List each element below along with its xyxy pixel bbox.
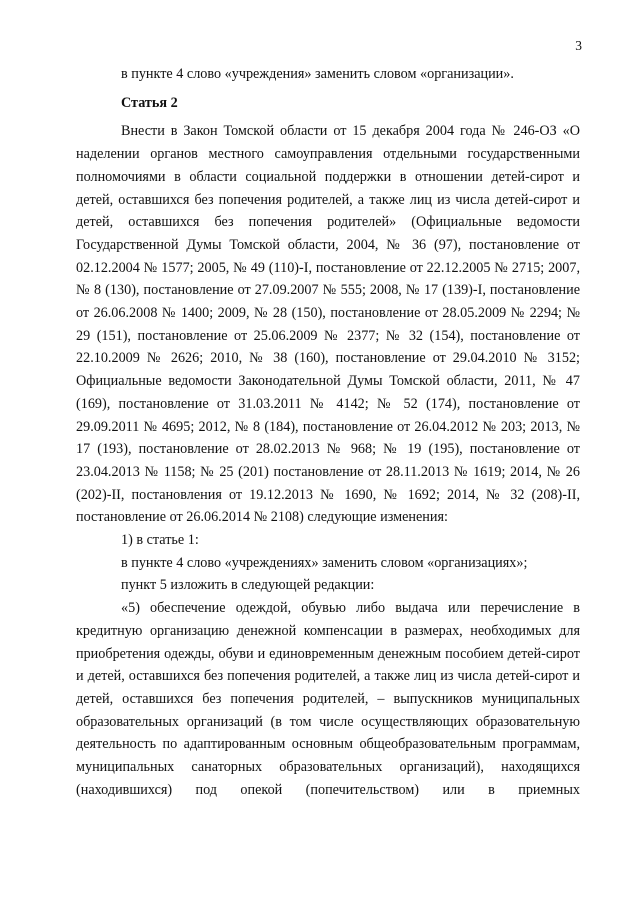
article-2-heading: Статья 2 <box>121 94 178 111</box>
paragraph-point-5-text: «5) обеспечение одеждой, обувью либо выдача или перечисление в кредитную организацию денежной компенсации в размерах, необходимых для приобретения одежды, обуви и единовременным денежным пособием детей-сирот и детей, оставшихся без попечения родителей, а также лиц из числа детей-сирот и детей, оставшихся без попечения родителей, – выпускников муниципальных образовательных организаций (в том числе осуществляющих образовательную деятельность по адаптированным основным общеобразовательным программам, муниципальных санаторных образовательных организаций), находящихся (находившихся) под опекой (попечительством) или в приемных <box>76 600 580 798</box>
paragraph-point-5-intro: пункт 5 изложить в следующей редакции: <box>121 577 375 594</box>
paragraph-article-2-intro: Внести в Закон Томской области от 15 декабря 2004 года № 246-ОЗ «О наделении органов местного самоуправления отдельными государственными полномочиями в области социальной поддержки в отношении детей-сирот и детей, оставшихся без попечения родителей, а также лиц из числа детей-сирот и детей, оставшихся без попечения родителей» (Официальные ведомости Государственной Думы Томской области, 2004, № 36 (97), постановление от 02.12.2004 № 1577; 2005, № 49 (110)-I, постановление от 22.12.2005 № 2715; 2007, № 8 (130), постановление от 27.09.2007 № 555; 2008, № 17 (139)-I, постановление от 26.06.2008 № 1400; 2009, № 28 (150), постановление от 28.05.2009 № 2294; № 29 (151), постановление от 25.06.2009 № 2377; № 32 (154), постановление от 22.10.2009 № 2626; 2010, № 38 (160), постановление от 29.04.2010 № 3152; Официальные ведомости Законодательной Думы Томской области, 2011, № 47 (169), постановление от 31.03.2011 № 4142; № 52 (174), постановление от 29.09.2011 № 4695; 2012, № 8 (184), постановление от 26.04.2012 № 203; 2013, № 17 (193), постановление от 28.02.2013 № 968; № 19 (195), постановление от 23.04.2013 № 1158; № 25 (201) постановление от 28.11.2013 № 1619; 2014, № 26 (202)-II, постановления от 19.12.2013 № 1690, № 1692; 2014, № 32 (208)-II, постановление от 26.06.2014 № 2108) следующие изменения: <box>76 123 580 526</box>
page-number: 3 <box>575 38 582 53</box>
paragraph-point-4-change: в пункте 4 слово «учреждениях» заменить словом «организациях»; <box>121 554 528 571</box>
paragraph-amendment-article-1: в пункте 4 слово «учреждения» заменить словом «организации». <box>121 66 514 82</box>
document-body <box>76 63 580 802</box>
paragraph-item-1: 1) в статье 1: <box>121 532 199 549</box>
